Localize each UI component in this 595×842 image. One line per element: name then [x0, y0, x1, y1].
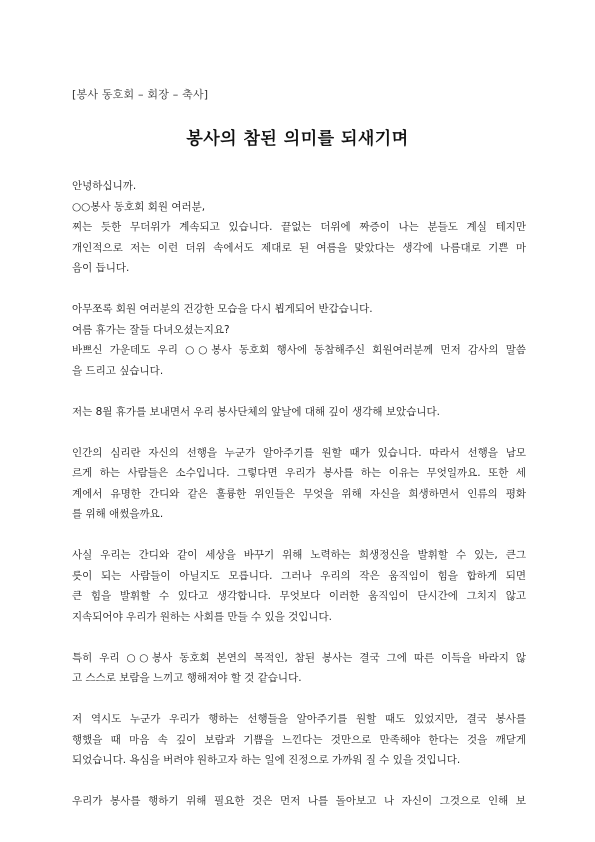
body-line: 안녕하십니까. — [72, 180, 137, 192]
paragraph-human-nature — [72, 443, 526, 525]
body-line: 큰 힘을 발휘할 수 있다고 생각합니다. 무엇보다 이러한 움직임이 단시간에 그치지 않고 — [72, 590, 526, 602]
body-line: 특히 우리 ○○봉사 동호회 본연의 목적인, 참된 봉사는 결국 그에 따른 이득을 바라지 않 — [72, 651, 526, 664]
body-line: 르게 하는 사람들은 소수입니다. 그렇다면 우리가 봉사를 하는 이유는 무엇일까요. 또한 세 — [72, 467, 526, 479]
body-line: 을 드리고 싶습니다. — [72, 364, 164, 377]
body-line: 사실 우리는 간디와 같이 세상을 바꾸기 위해 노력하는 희생정신을 발휘할 수 있는, 큰그 — [72, 549, 526, 561]
paragraph-reflection — [72, 402, 526, 423]
paragraph-closing-start — [72, 791, 526, 812]
body-line: 아무쪼록 회원 여러분의 건강한 모습을 다시 뵙게되어 반갑습니다. — [72, 303, 373, 315]
body-line: 저는 8월 휴가를 보내면서 우리 봉사단체의 앞날에 대해 깊이 생각해 보았습니다. — [72, 405, 440, 418]
document-category-label: [봉사 동호회 – 회장 – 축사] — [72, 88, 209, 101]
body-line: 여름 휴가는 잘들 다녀오셨는지요? — [72, 323, 230, 336]
body-line: 음이 듭니다. — [72, 262, 130, 274]
body-line: 바쁘신 가운데도 우리 ○○봉사 동호회 행사에 동참해주신 회원여러분께 먼저 감사의 말씀 — [72, 344, 526, 356]
body-line: 찌는 듯한 무더위가 계속되고 있습니다. 끝없는 더위에 짜증이 나는 분들도 계실 테지만 — [72, 221, 526, 233]
body-line: 지속되어야 우리가 원하는 사회를 만들 수 있을 것입니다. — [72, 610, 332, 623]
body-line: 행했을 때 마음 속 깊이 보람과 기쁨을 느낀다는 것만으로 만족해야 한다는 것을 깨닫게 — [72, 733, 526, 746]
body-line: 개인적으로 저는 이런 더위 속에서도 제대로 된 여름을 맞았다는 생각에 나름대로 기쁜 마 — [72, 241, 526, 254]
body-line: 를 위해 애썼을까요. — [72, 508, 164, 520]
paragraph-true-service — [72, 648, 526, 689]
paragraph-small-actions — [72, 545, 526, 627]
document-title: 봉사의 참된 의미를 되새기며 — [186, 129, 409, 149]
body-line: 저 역시도 누군가 우리가 행하는 선행들을 알아주기를 원할 때도 있었지만, 결국 봉사를 — [72, 713, 526, 725]
body-line: 인간의 심리란 자신의 선행을 누군가 알아주기를 원할 때가 있습니다. 따라서 선행을 남모 — [72, 446, 526, 459]
body-line: 릇이 되는 사람들이 아닐지도 모릅니다. 그러나 우리의 작은 움직임이 힘을 합하게 되면 — [72, 569, 526, 582]
paragraph-welcome — [72, 299, 526, 381]
body-line: 되었습니다. 욕심을 버려야 원하고자 하는 일에 진정으로 가까워 질 수 있을 것입니다. — [72, 754, 461, 766]
body-line: 우리가 봉사를 행하기 위해 필요한 것은 먼저 나를 돌아보고 나 자신이 그것으로 인해 보 — [72, 795, 526, 807]
paragraph-greeting — [72, 176, 526, 279]
body-line: 고 스스로 보람을 느끼고 행해져야 할 것 같습니다. — [72, 672, 302, 684]
body-line: ○○봉사 동호회 회원 여러분, — [72, 200, 206, 213]
body-line: 계에서 유명한 간디와 같은 훌륭한 위인들은 무엇을 위해 자신을 희생하면서 인류의 평화 — [72, 487, 526, 500]
paragraph-personal-realization — [72, 709, 526, 771]
document-body — [72, 176, 526, 812]
